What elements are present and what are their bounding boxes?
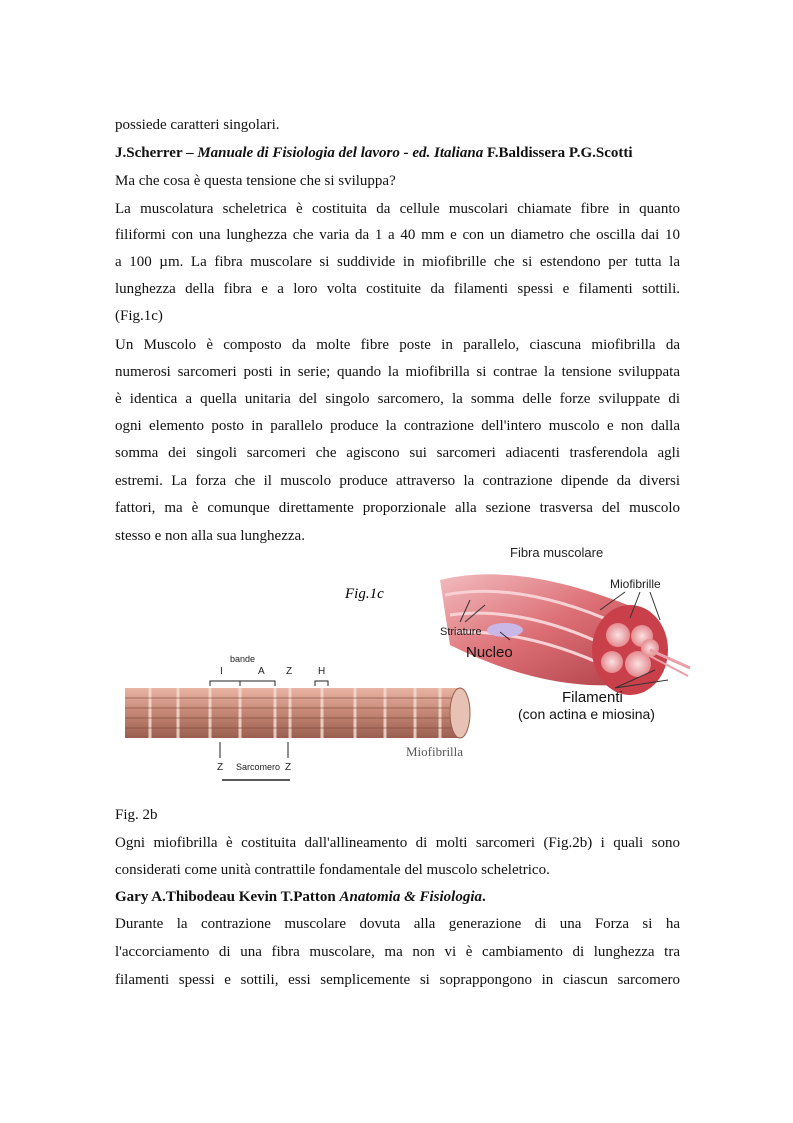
- para1-line: (Fig.1c): [115, 308, 163, 324]
- para2-line: fattori, ma è comunque direttamente proporzionale alla sezione trasversa del muscolo: [115, 500, 680, 516]
- citation-thibodeau: [115, 888, 680, 906]
- para4-line: l'accorciamento di una fibra muscolare, ma non vi è cambiamento di lunghezza tra: [115, 944, 680, 960]
- muscle-figure: [0, 540, 793, 810]
- citation-author: J.Scherrer –: [115, 145, 198, 161]
- para2-line: numerosi sarcomeri posti in serie; quando la miofibrilla si contrae la tensione sviluppata: [115, 364, 680, 380]
- filamenti-label: Filamenti: [562, 689, 623, 706]
- para1-line: filiformi con una lunghezza che varia da 1 a 40 mm e con un diametro che oscilla dai 10: [115, 227, 680, 243]
- citation-editors: F.Baldissera P.G.Scotti: [483, 145, 633, 161]
- para2-line: estremi. La forza che il muscolo produce attraverso la contrazione dipende da diversi: [115, 473, 680, 489]
- para1-line: a 100 µm. La fibra muscolare si suddivide in miofibrille che si estendono per tutta la: [115, 254, 680, 270]
- citation-scherrer: [115, 144, 680, 162]
- filamenti-sub-label: (con actina e miosina): [518, 706, 655, 722]
- citation2-authors: Gary A.Thibodeau Kevin T.Patton: [115, 889, 340, 905]
- bande-label: bande: [230, 654, 256, 664]
- band-h-label: H: [318, 666, 326, 677]
- para3-line: Ogni miofibrilla è costituita dall'allineamento di molti sarcomeri (Fig.2b) i quali sono: [115, 835, 680, 851]
- para1-line: La muscolatura scheletrica è costituita da cellule muscolari chiamate fibre in quanto: [115, 201, 680, 217]
- citation2-end: .: [482, 889, 486, 905]
- fig2b-caption: Fig. 2b: [115, 807, 158, 823]
- citation2-title: Anatomia & Fisiologia: [339, 889, 483, 905]
- question-line: Ma che cosa è questa tensione che si sviluppa?: [115, 173, 396, 189]
- para4-line: Durante la contrazione muscolare dovuta alla generazione di una Forza si ha: [115, 916, 680, 932]
- para2-line: somma dei singoli sarcomeri che agiscono sui sarcomeri adiacenti trasferendola agli: [115, 445, 680, 461]
- intro-end: possiede caratteri singolari.: [115, 117, 280, 133]
- para2-line: è identica a quella unitaria del singolo sarcomero, la somma delle forze sviluppate di: [115, 391, 680, 407]
- z-right-label: Z: [285, 762, 292, 773]
- z-left-label: Z: [217, 762, 224, 773]
- para3-line: considerati come unità contrattile fondamentale del muscolo scheletrico.: [115, 862, 550, 878]
- striature-label: Striature: [440, 626, 482, 638]
- myofibril-illustration: [125, 654, 470, 780]
- fig1c-caption: Fig.1c: [345, 586, 384, 602]
- muscle-fiber-illustration: [440, 545, 690, 722]
- fiber-title: Fibra muscolare: [510, 545, 604, 560]
- nucleo-label: Nucleo: [466, 644, 513, 661]
- sarcomero-label: Sarcomero: [236, 762, 281, 772]
- para2-line: ogni elemento posto in parallelo produce la contrazione dell'intero muscolo e non dalla: [115, 418, 680, 434]
- citation-title: Manuale di Fisiologia del lavoro - ed. Italiana: [197, 145, 484, 161]
- para1-line: lunghezza della fibra e a loro volta costituite da filamenti spessi e filamenti sottili.: [115, 281, 680, 297]
- miofibrilla-label: Miofibrilla: [406, 744, 464, 759]
- para2-line: Un Muscolo è composto da molte fibre poste in parallelo, ciascuna miofibrilla da: [115, 337, 680, 353]
- band-i-label: I: [220, 666, 223, 677]
- band-z-label: Z: [286, 666, 293, 677]
- miofibrille-label: Miofibrille: [610, 577, 661, 591]
- para4-line: filamenti spessi e sottili, essi semplicemente si soprappongono in ciascun sarcomero: [115, 972, 680, 988]
- para2-line: stesso e non alla sua lunghezza.: [115, 528, 305, 544]
- band-a-label: A: [258, 666, 265, 677]
